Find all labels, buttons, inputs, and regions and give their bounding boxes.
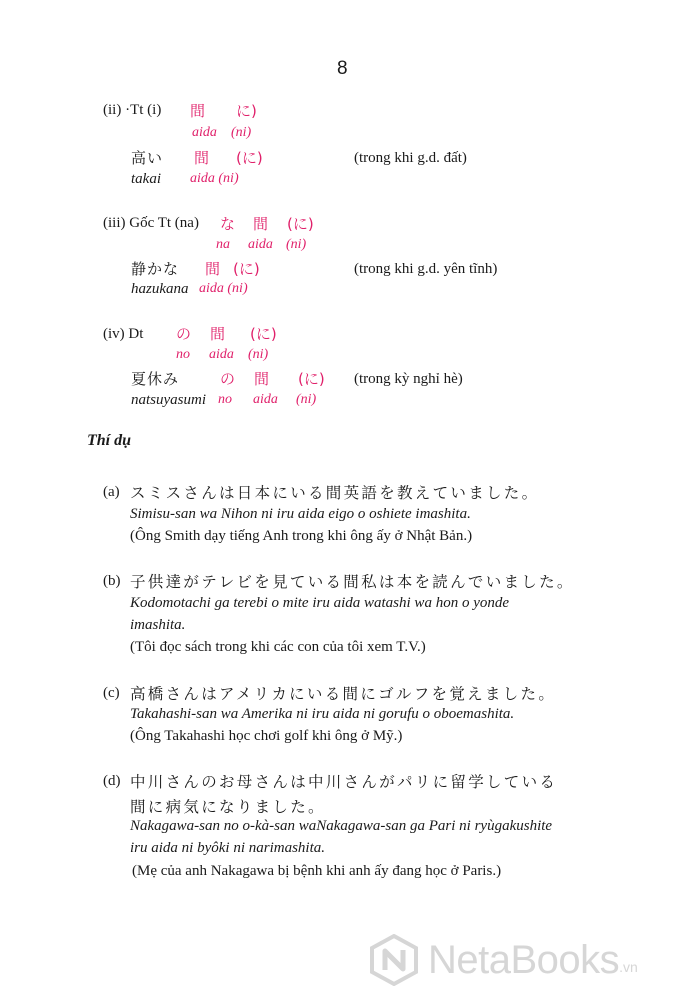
pattern-romaji-aida: aida (209, 347, 234, 362)
example-particle-ni: (に) (298, 370, 325, 388)
example-particles-romaji: aida (ni) (199, 281, 248, 296)
pattern-particle-ni: (に) (250, 325, 277, 343)
pattern-label: (iv) Dt (103, 326, 144, 342)
pattern-romaji-na: na (216, 237, 230, 252)
pattern-romaji-no: no (176, 347, 190, 362)
watermark-brand: NetaBooks (428, 937, 620, 982)
example-sentence-jp: スミスさんは日本にいる間英語を教えていました。 (130, 484, 540, 502)
example-romaji-aida: aida (253, 392, 278, 407)
example-sentence-jp: 高橋さんはアメリカにいる間にゴルフを覚えました。 (130, 685, 557, 703)
example-word-romaji: takai (131, 171, 161, 187)
pattern-label: (iii) Gốc Tt (na) (103, 215, 199, 231)
example-sentence-jp-line1: 中川さんのお母さんは中川さんがパリに留学している (130, 773, 558, 791)
pattern-particle-ni: (に) (287, 215, 314, 233)
example-label: (b) (103, 573, 121, 589)
example-kanji-aida: 間 (194, 149, 210, 167)
example-romaji-ni: (ni) (296, 392, 317, 407)
example-sentence-romaji: Takahashi-san wa Amerika ni iru aida ni gorufu o oboemashita. (130, 706, 515, 722)
example-label: (d) (103, 773, 121, 789)
example-particle-no: の (220, 370, 236, 388)
example-word-romaji: natsuyasumi (131, 392, 206, 408)
example-sentence-romaji-line2: iru aida ni byôki ni narimashita. (130, 840, 325, 856)
pattern-romaji-ni: (ni) (286, 237, 307, 252)
example-sentence-romaji-line1: Nakagawa-san no o-kà-san waNakagawa-san ga Pari ni ryùgakushite (130, 818, 553, 834)
pattern-particle-na: な (220, 215, 236, 233)
pattern-kanji-aida: 間 (190, 102, 206, 120)
example-sentence-romaji-line1: Kodomotachi ga terebi o mite iru aida watashi wa hon o yonde (130, 595, 510, 611)
example-gloss: (trong kỳ nghỉ hè) (354, 371, 463, 387)
example-translation: (Mẹ của anh Nakagawa bị bệnh khi anh ấy đang học ở Paris.) (132, 863, 502, 879)
example-sentence-romaji-line2: imashita. (130, 617, 186, 633)
example-translation: (Tôi đọc sách trong khi các con của tôi xem T.V.) (130, 639, 426, 655)
example-label: (a) (103, 484, 120, 500)
pattern-romaji-aida: aida (192, 125, 217, 140)
example-translation: (Ông Takahashi học chơi golf khi ông ở Mỹ.) (130, 728, 403, 744)
example-sentence-jp-line2: 間に病気になりました。 (130, 798, 326, 816)
example-word-jp: 夏休み (131, 370, 180, 388)
example-kanji-aida: 間 (205, 260, 221, 278)
example-particles-romaji: aida (ni) (190, 171, 239, 186)
netabooks-logo-icon (368, 934, 420, 986)
pattern-romaji-ni: (ni) (231, 125, 252, 140)
examples-heading: Thí dụ (87, 432, 132, 449)
pattern-particle-no: の (176, 325, 192, 343)
example-label: (c) (103, 685, 120, 701)
example-kanji-aida: 間 (254, 370, 270, 388)
example-gloss: (trong khi g.d. yên tĩnh) (354, 261, 498, 277)
example-translation: (Ông Smith dạy tiếng Anh trong khi ông ấy ở Nhật Bản.) (130, 528, 473, 544)
example-gloss: (trong khi g.d. đất) (354, 150, 467, 166)
example-word-jp: 静かな (131, 260, 180, 278)
pattern-kanji-aida: 間 (253, 215, 269, 233)
example-romaji-no: no (218, 392, 232, 407)
pattern-particle-ni: に) (236, 102, 257, 120)
example-word-romaji: hazukana (131, 281, 189, 297)
pattern-label: (ii) ·Tt (i) (103, 102, 162, 118)
pattern-romaji-ni: (ni) (248, 347, 269, 362)
pattern-romaji-aida: aida (248, 237, 273, 252)
page-number: 8 (337, 58, 348, 79)
example-sentence-romaji: Simisu-san wa Nihon ni iru aida eigo o oshiete imashita. (130, 506, 471, 522)
example-sentence-jp: 子供達がテレビを見ている間私は本を読んでいました。 (130, 573, 575, 591)
example-word-jp: 高い (131, 149, 164, 167)
example-particle-ni: (に) (236, 149, 263, 167)
pattern-kanji-aida: 間 (210, 325, 226, 343)
watermark-suffix: .vn (619, 959, 638, 975)
watermark (368, 932, 638, 988)
example-particle-ni: (に) (233, 260, 260, 278)
